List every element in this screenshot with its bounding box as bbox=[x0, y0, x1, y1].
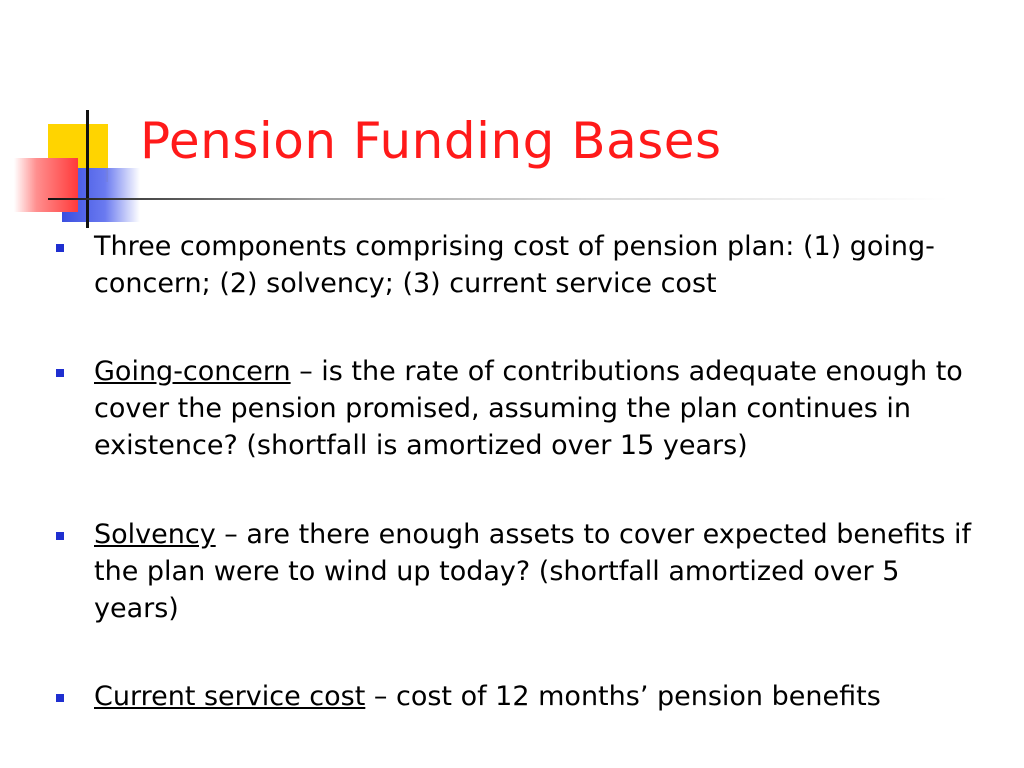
title-underline-rule bbox=[48, 198, 948, 200]
bullet-text: Three components comprising cost of pension plan: (1) going-concern; (2) solvency; (3) current service cost bbox=[94, 231, 935, 299]
bullet-item bbox=[56, 228, 986, 302]
logo-vertical-line bbox=[86, 110, 89, 228]
bullet-term: Solvency bbox=[94, 519, 216, 550]
bullet-term: Current service cost bbox=[94, 681, 366, 712]
bullet-item bbox=[56, 353, 986, 464]
slide-logo-graphic bbox=[0, 0, 140, 240]
bullet-list bbox=[56, 228, 986, 715]
square-bullet-icon bbox=[56, 244, 64, 252]
bullet-item bbox=[56, 678, 986, 715]
logo-red-square bbox=[14, 158, 78, 212]
square-bullet-icon bbox=[56, 532, 64, 540]
bullet-text: – cost of 12 months’ pension benefits bbox=[365, 681, 881, 712]
slide-title: Pension Funding Bases bbox=[140, 112, 722, 170]
bullet-item bbox=[56, 516, 986, 627]
square-bullet-icon bbox=[56, 694, 64, 702]
square-bullet-icon bbox=[56, 369, 64, 377]
bullet-text: – are there enough assets to cover expected benefits if the plan were to wind up today? (shortfall amortized over 5 years) bbox=[94, 519, 972, 624]
bullet-term: Going-concern bbox=[94, 356, 291, 387]
bullet-text: – is the rate of contributions adequate enough to cover the pension promised, assuming the plan continues in existence? (shortfall is amortized over 15 years) bbox=[94, 356, 963, 461]
